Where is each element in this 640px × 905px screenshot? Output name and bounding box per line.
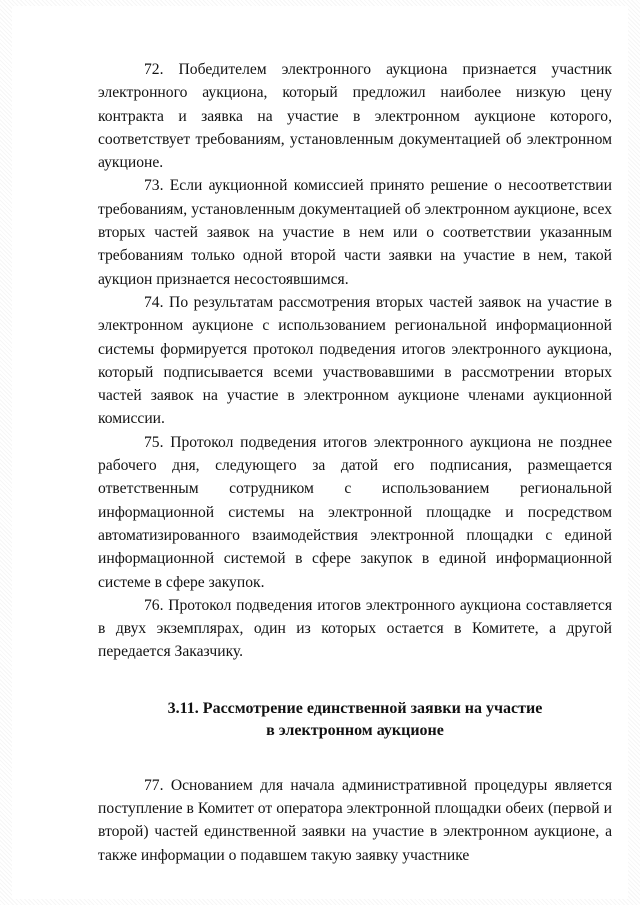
section-heading-line2: в электронном аукционе xyxy=(266,721,444,739)
section-heading-line1: 3.11. Рассмотрение единственной заявки на участие xyxy=(167,699,543,717)
section-heading xyxy=(98,698,612,742)
paragraph-77: 77. Основанием для начала административной процедуры является поступление в Комитет от оператора электронной площадки обеих (первой и второй) частей единственной заявки на участие в электронном аукционе, а также информации о подавшем такую заявку участнике xyxy=(98,776,612,864)
paragraph-74: 74. По результатам рассмотрения вторых частей заявок на участие в электронном аукционе с использованием региональной информационной системы формируется протокол подведения итогов электронного аукциона, который подписывается всеми участвовавшими в рассмотрении вторых частей заявок на участие в электронном аукционе членами аукционной комиссии. xyxy=(98,293,612,428)
paragraph-72: 72. Победителем электронного аукциона признается участник электронного аукциона, который предложил наиболее низкую цену контракта и заявка на участие в электронном аукционе которого, соответствует требованиям, установленным документацией об электронном аукционе. xyxy=(98,61,612,172)
paragraph-76: 76. Протокол подведения итогов электронного аукциона составляется в двух экземплярах, один из которых остается в Комитете, а другой передается Заказчику. xyxy=(98,596,612,661)
paper-sheet xyxy=(12,6,628,899)
document-body xyxy=(98,58,612,867)
paragraph-75: 75. Протокол подведения итогов электронного аукциона не позднее рабочего дня, следующего за датой его подписания, размещается ответственным сотрудником с использованием региональной информационной системы на электронной площадке и посредством автоматизированного взаимодействия электронной площадки с единой информационной системой в сфере закупок в единой информационной системе в сфере закупок. xyxy=(98,433,612,591)
paragraph-73: 73. Если аукционной комиссией принято решение о несоответствии требованиям, установленным документацией об электронном аукционе, всех вторых частей заявок на участие в нем или о соответствии указанным требованиям только одной второй части заявки на участие в нем, такой аукцион признается несостоявшимся. xyxy=(98,177,612,288)
